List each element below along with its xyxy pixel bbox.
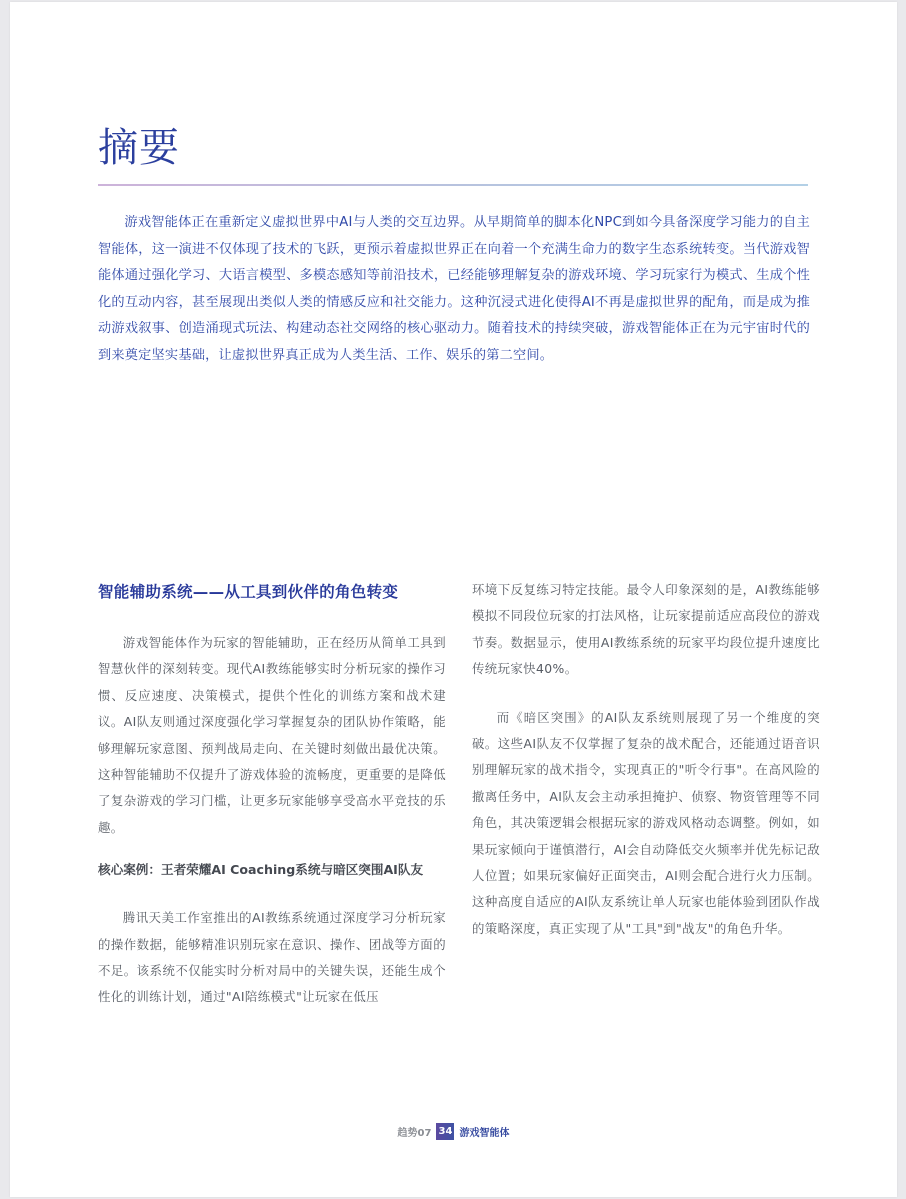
footer-section-label: 游戏智能体 bbox=[459, 1128, 510, 1139]
body-paragraph: 腾讯天美工作室推出的AI教练系统通过深度学习分析玩家的操作数据，能够精准识别玩家在意识、操作、团战等方面的不足。该系统不仅能实时分析对局中的关键失误，还能生成个性化的训练计划，通过"AI陪练模式"让玩家在低压 bbox=[98, 910, 446, 1005]
right-column bbox=[472, 577, 820, 942]
left-column bbox=[98, 578, 446, 1011]
page-title: 摘要 bbox=[98, 125, 180, 171]
page-footer bbox=[10, 1123, 897, 1140]
case-study-heading: 核心案例：王者荣耀AI Coaching系统与暗区突围AI队友 bbox=[98, 862, 424, 878]
title-divider bbox=[98, 184, 808, 186]
page-number-badge: 34 bbox=[436, 1123, 454, 1140]
body-paragraph: 游戏智能体作为玩家的智能辅助，正在经历从简单工具到智慧伙伴的深刻转变。现代AI教练能够实时分析玩家的操作习惯、反应速度、决策模式，提供个性化的训练方案和战术建议。AI队友则通过深度强化学习掌握复杂的团队协作策略，能够理解玩家意图、预判战局走向、在关键时刻做出最优决策。这种智能辅助不仅提升了游戏体验的流畅度，更重要的是降低了复杂游戏的学习门槛，让更多玩家能够享受高水平竞技的乐趣。 bbox=[98, 635, 446, 835]
paragraph-gap bbox=[472, 683, 820, 705]
section-heading: 智能辅助系统——从工具到伙伴的角色转变 bbox=[98, 583, 399, 601]
footer-chapter-label: 趋势07 bbox=[397, 1128, 432, 1139]
document-page bbox=[10, 2, 897, 1197]
body-paragraph: 而《暗区突围》的AI队友系统则展现了另一个维度的突破。这些AI队友不仅掌握了复杂的战术配合，还能通过语音识别理解玩家的战术指令，实现真正的"听令行事"。在高风险的撤离任务中，AI队友会主动承担掩护、侦察、物资管理等不同角色，其决策逻辑会根据玩家的游戏风格动态调整。例如，如果玩家倾向于谨慎潜行，AI会自动降低交火频率并优先标记敌人位置；如果玩家偏好正面突击，AI则会配合进行火力压制。这种高度自适应的AI队友系统让单人玩家也能体验到团队作战的策略深度，真正实现了从"工具"到"战友"的角色升华。 bbox=[472, 709, 820, 936]
abstract-paragraph: 游戏智能体正在重新定义虚拟世界中AI与人类的交互边界。从早期简单的脚本化NPC到如今具备深度学习能力的自主智能体，这一演进不仅体现了技术的飞跃，更预示着虚拟世界正在向着一个充满生命力的数字生态系统转变。当代游戏智能体通过强化学习、大语言模型、多模态感知等前沿技术，已经能够理解复杂的游戏环境、学习玩家行为模式、生成个性化的互动内容，甚至展现出类似人类的情感反应和社交能力。这种沉浸式进化使得AI不再是虚拟世界的配角，而是成为推动游戏叙事、创造涌现式玩法、构建动态社交网络的核心驱动力。随着技术的持续突破，游戏智能体正在为元宇宙时代的到来奠定坚实基础，让虚拟世界真正成为人类生活、工作、娱乐的第二空间。 bbox=[98, 215, 810, 363]
body-paragraph-continued: 环境下反复练习特定技能。最令人印象深刻的是，AI教练能够模拟不同段位玩家的打法风格，让玩家提前适应高段位的游戏节奏。数据显示，使用AI教练系统的玩家平均段位提升速度比传统玩家快40%。 bbox=[472, 582, 820, 677]
